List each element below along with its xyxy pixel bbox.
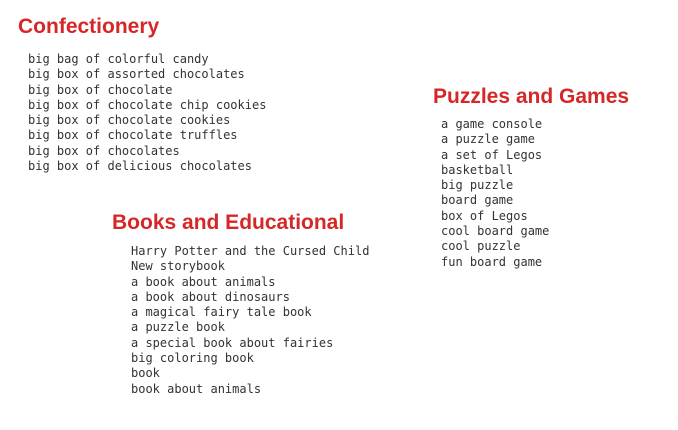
list-item: book	[131, 366, 160, 381]
list-item: big coloring book	[131, 351, 254, 366]
group-title: Confectionery	[18, 15, 160, 38]
list-item: a special book about fairies	[131, 335, 334, 350]
list-item: big box of chocolate	[28, 82, 173, 97]
list-item: big puzzle	[441, 178, 514, 193]
list-item: a set of Legos	[441, 147, 543, 162]
list-item: Harry Potter and the Cursed Child	[131, 244, 370, 258]
list-item: book about animals	[131, 381, 262, 396]
list-item: fun board game	[441, 254, 543, 269]
list-item: board game	[441, 193, 514, 208]
list-item: a game console	[441, 117, 543, 131]
group-confectionery	[18, 14, 266, 174]
list-item: a magical fairy tale book	[131, 305, 312, 320]
list-item: basketball	[441, 162, 514, 177]
list-item: a puzzle game	[441, 132, 535, 147]
list-item: big box of delicious chocolates	[28, 159, 252, 174]
list-item: big box of chocolate truffles	[28, 128, 238, 143]
group-books-and-educational	[112, 210, 369, 397]
list-item: cool puzzle	[441, 239, 521, 254]
item-list	[131, 244, 369, 397]
list-item: a book about dinosaurs	[131, 289, 290, 304]
item-list	[28, 52, 266, 174]
group-title: Books and Educational	[112, 211, 345, 234]
list-item: cool board game	[441, 224, 550, 239]
item-list	[441, 117, 629, 270]
list-item: a book about animals	[131, 274, 276, 289]
list-item: big bag of colorful candy	[28, 52, 209, 66]
list-item: big box of assorted chocolates	[28, 67, 245, 82]
list-item: box of Legos	[441, 208, 528, 223]
list-item: big box of chocolate cookies	[28, 113, 231, 128]
list-item: a puzzle book	[131, 320, 225, 335]
group-title: Puzzles and Games	[433, 85, 630, 108]
list-item: big box of chocolate chip cookies	[28, 97, 267, 112]
group-puzzles-and-games	[433, 84, 629, 270]
list-item: big box of chocolates	[28, 143, 180, 158]
list-item: New storybook	[131, 259, 225, 274]
